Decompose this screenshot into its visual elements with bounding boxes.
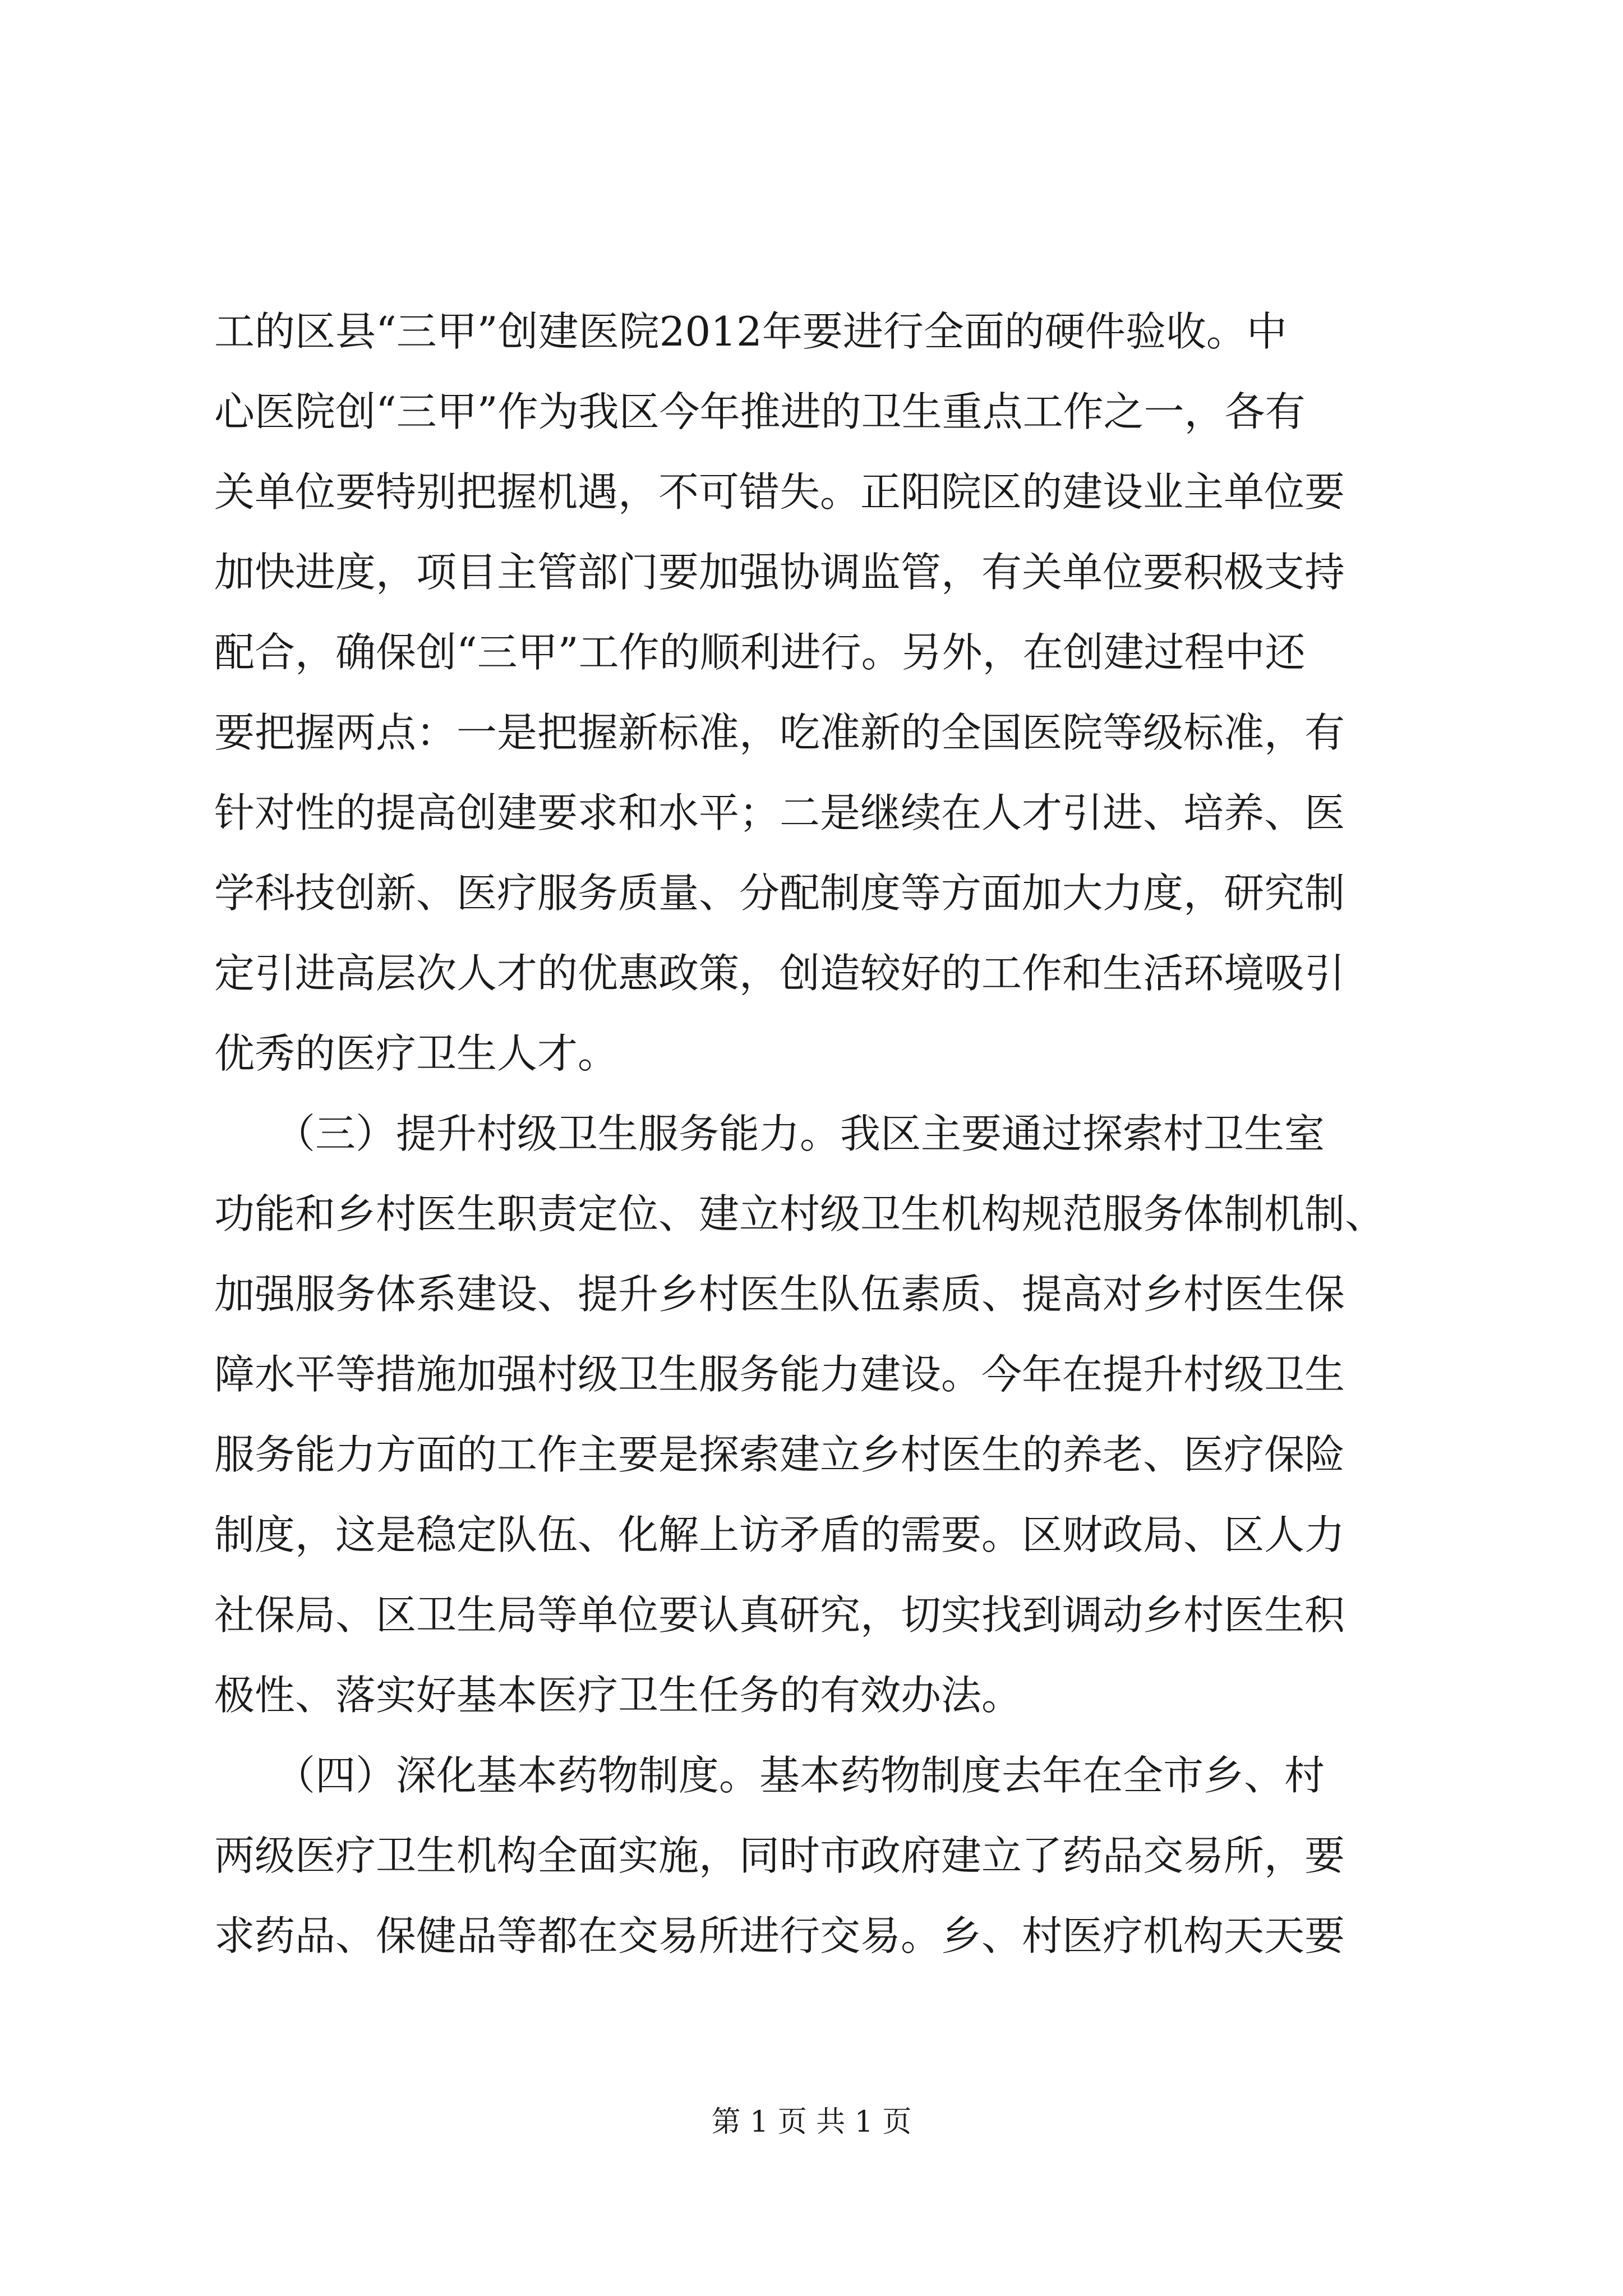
text-line: 制度，这是稳定队伍、化解上访矛盾的需要。区财政局、区人力 (214, 1511, 1345, 1558)
text-line: 功能和乡村医生职责定位、建立村级卫生机构规范服务体制机制、 (214, 1190, 1386, 1237)
text-line: 配合，确保创“三甲”工作的顺利进行。另外，在创建过程中还 (214, 629, 1306, 676)
text-line: 求药品、保健品等都在交易所进行交易。乡、村医疗机构天天要 (214, 1912, 1345, 1959)
text-line: 社保局、区卫生局等单位要认真研究，切实找到调动乡村医生积 (214, 1591, 1345, 1639)
text-line: 两级医疗卫生机构全面实施，同时市政府建立了药品交易所，要 (214, 1832, 1345, 1879)
text-line: 优秀的医疗卫生人才。 (214, 1030, 619, 1077)
text-line: （四）深化基本药物制度。基本药物制度去年在全市乡、村 (214, 1752, 1325, 1799)
text-line: 极性、落实好基本医疗卫生任务的有效办法。 (214, 1672, 1022, 1719)
page-footer: 第 1 页 共 1 页 (711, 2105, 912, 2139)
text-line: （三）提升村级卫生服务能力。我区主要通过探索村卫生室 (214, 1110, 1325, 1157)
text-line: 针对性的提高创建要求和水平；二是继续在人才引进、培养、医 (214, 789, 1345, 836)
text-line: 学科技创新、医疗服务质量、分配制度等方面加大力度，研究制 (214, 869, 1345, 917)
body-text (214, 292, 1409, 1976)
text-line: 加强服务体系建设、提升乡村医生队伍素质、提高对乡村医生保 (214, 1271, 1345, 1318)
text-line: 服务能力方面的工作主要是探索建立乡村医生的养老、医疗保险 (214, 1431, 1345, 1478)
text-line: 要把握两点：一是把握新标准，吃准新的全国医院等级标准，有 (214, 709, 1345, 756)
text-line: 加快进度，项目主管部门要加强协调监管，有关单位要积极支持 (214, 549, 1345, 596)
text-line: 工的区县“三甲”创建医院2012年要进行全面的硬件验收。中 (214, 308, 1287, 355)
text-line: 定引进高层次人才的优惠政策，创造较好的工作和生活环境吸引 (214, 950, 1345, 997)
text-line: 心医院创“三甲”作为我区今年推进的卫生重点工作之一，各有 (214, 388, 1306, 435)
text-line: 障水平等措施加强村级卫生服务能力建设。今年在提升村级卫生 (214, 1351, 1345, 1398)
text-line: 关单位要特别把握机遇，不可错失。正阳院区的建设业主单位要 (214, 468, 1345, 516)
